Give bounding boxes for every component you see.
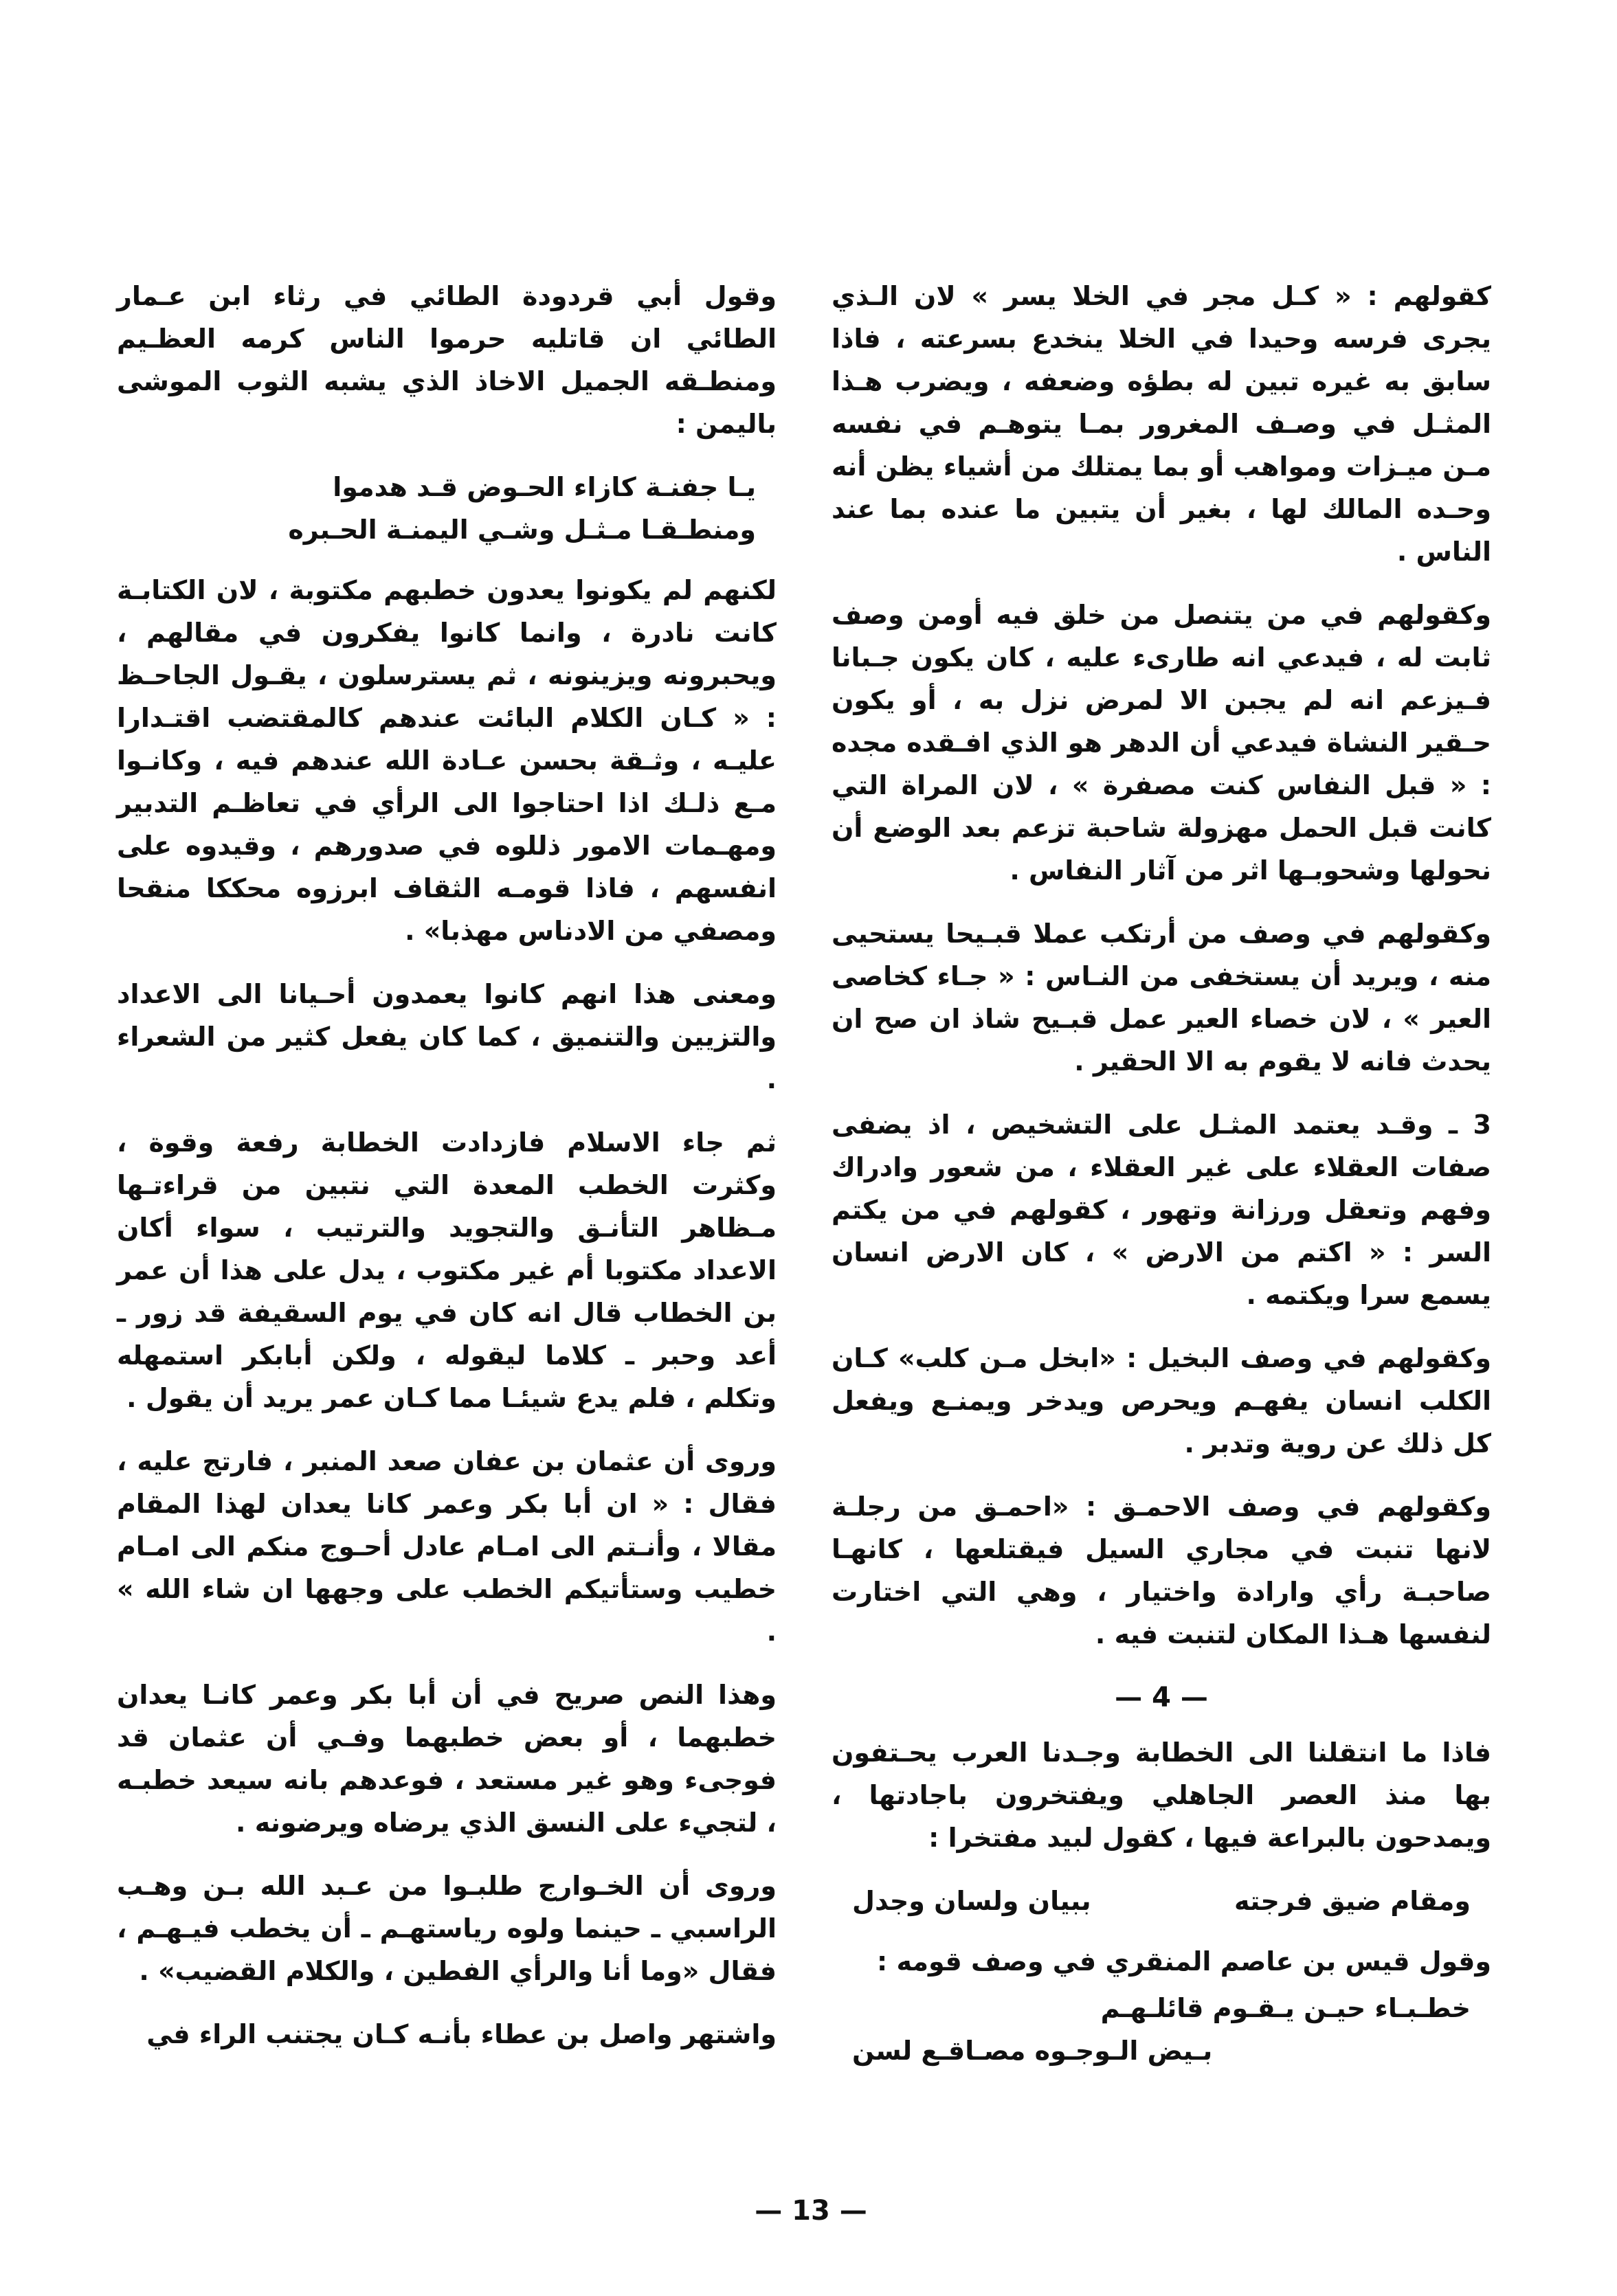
verse-line-second <box>117 508 777 551</box>
verse-hemistich-second: ومنطـقـا مـثـل وشـي اليمنـة الحـبره <box>288 515 756 545</box>
verse-line <box>832 1880 1491 1922</box>
poetry-verse <box>832 1880 1491 1922</box>
paragraph: واشتهر واصل بن عطاء بأنـه كـان يجتنب الراء في <box>146 2019 777 2049</box>
paragraph: وروى أن الخـوارج طلبـوا من عـبد الله بـن وهـب الراسبي ـ حينما ولوه رياستهـم ـ أن يخطب فيـهـم ، فقال «وما أنا والرأي الفطين ، والكلام القضيب» . <box>117 1871 777 1986</box>
paragraph: وكقولهم في وصف البخيل : «ابخل مـن كلب» كـان الكلب انسان يفهـم ويحرص ويدخر ويمنـع ويفعل كل ذلك عن روية وتدبر . <box>832 1343 1491 1459</box>
paragraph: فاذا ما انتقلنا الى الخطابة وجـدنا العرب يحـتفون بها منذ العصر الجاهلي ويفتخرون باجادتها ، ويمدحون بالبراعة فيها ، كقول لبيد مفتخرا : <box>832 1737 1491 1853</box>
verse-line-second <box>832 2029 1491 2072</box>
verse-hemistich-second: ببيان ولسان وجدل <box>852 1886 1091 1916</box>
paragraph: ومعنى هذا انهم كانوا يعمدون أحـيانا الى الاعداد والتزيين والتنميق ، كما كان يفعل كثير من الشعراء . <box>117 979 777 1094</box>
paragraph: وكقولهم في وصف من أرتكب عملا قبـيحا يستحيى منه ، ويريد أن يستخفى من النـاس : « جـاء كخاصى العير » ، لان خصاء العير عمل قبـيح شاذ ان صح ان يحدث فانه لا يقوم به الا الحقير . <box>832 919 1491 1077</box>
verse-hemistich-first: يـا جفنـة كازاء الحـوض قـد هدموا <box>333 472 756 502</box>
paragraph: وكقولهم في وصف الاحمـق : «احمـق من رجلـة لانها تنبت في مجاري السيل فيقتلعها ، كانهـا صاحبـة رأي وارادة واختيار ، وهي التي اختارت لنفسها هـذا المكان لتنبت فيه . <box>832 1492 1491 1650</box>
paragraph: وقول قيس بن عاصم المنقري في وصف قومه : <box>877 1946 1491 1977</box>
paragraph: كقولهم : « كـل مجر في الخلا يسر » لان الـذي يجرى فرسه وحيدا في الخلا ينخدع بسرعته ، فاذا سابق به غيره تبين له بطؤه وضعفه ، ويضرب هـذا المثـل في وصـف المغرور بمـا يتوهـم في نفسه مـن ميـزات ومواهب أو بما يمتلك من أشياء يظن أنه وحـده المالك لها ، بغير أن يتبين ما عنده بما عند الناس . <box>832 281 1491 567</box>
verse-hemistich-second: بـيض الـوجـوه مصـاقـع لسن <box>852 2036 1213 2066</box>
verse-hemistich-first: خطـبـاء حيـن يـقـوم قائلـهـم <box>1100 1993 1471 2023</box>
poetry-verse <box>117 466 777 551</box>
verse-line-first <box>832 1987 1491 2029</box>
paragraph: وروى أن عثمان بن عفان صعد المنبر ، فارتج عليه ، فقال : « ان أبا بكر وعمر كانا يعدان لهذا المقام مقالا ، وأنـتم الى امـام عادل أحـوج منكم الى امـام خطيب وستأتيكم الخطب على وجهها ان شاء الله » . <box>117 1446 777 1647</box>
paragraph: لكنهم لم يكونوا يعدون خطبهم مكتوبة ، لان الكتابـة كانت نادرة ، وانما كانوا يفكرون في مقالهم ، ويحبرونه ويزينونه ، ثم يسترسلون ، يقـول الجاحـظ : « كـان الكلام البائت عندهم كالمقتضب اقتـدارا عليـه ، وثـقة بحسن عـادة الله عندهم فيه ، وكانـوا مـع ذلـك اذا احتاجوا الى الرأي في تعاظـم التدبير ومهـمات الامور ذللوه في صدورهم ، وقيدوه على انفسهم ، فاذا قومـه الثقاف ابرزوه محككا منقحا ومصفي من الادناس مهذبا» . <box>117 575 777 946</box>
right-column <box>832 275 1491 2090</box>
page-number: — 13 — <box>755 2195 867 2227</box>
poetry-verse <box>832 1987 1491 2072</box>
paragraph: وهذا النص صريح في أن أبا بكر وعمر كانـا يعدان خطبهما ، أو بعض خطبهما وفـي أن عثمان قد فوجىء وهو غير مستعد ، فوعدهم بانه سيعد خطبـه ، لتجيء على النسق الذي يرضاه ويرضونه . <box>117 1680 777 1838</box>
left-column <box>117 275 777 2076</box>
paragraph: 3 ـ وقـد يعتمد المثـل على التشخيص ، اذ يضفى صفات العقلاء على غير العقلاء ، من شعور وادراك وفهم وتعقل ورزانة وتهور ، كقولهم في من يكتم السر : « اكتم من الارض » ، كان الارض انسان يسمع سرا ويكتمه . <box>832 1110 1491 1310</box>
verse-line-first <box>117 466 777 508</box>
verse-hemistich-first: ومقام ضيق فرجته <box>1234 1886 1471 1916</box>
paragraph: وقول أبي قردودة الطائي في رثاء ابن عـمار الطائي ان قاتليه حرموا الناس كرمه العظـيم ومنطـقه الجميل الاخاذ الذي يشبه الثوب الموشى باليمن : <box>117 281 777 439</box>
paragraph: وكقولهم في من يتنصل من خلق فيه أومن وصف ثابت له ، فيدعي انه طارىء عليه ، كان يكون جـبانا فـيزعم انه لم يجبن الا لمرض نزل به ، أو يكون حـقير النشاة فيدعي أن الدهر هو الذي افـقده مجده : « قبل النفاس كنت مصفرة » ، لان المراة التي كانت قبل الحمل مهزولة شاحبة تزعم بعد الوضع أن نحولها وشحوبـها اثر من آثار النفاس . <box>832 600 1491 886</box>
section-number: — 4 — <box>1115 1682 1208 1713</box>
paragraph: ثم جاء الاسلام فازدادت الخطابة رفعة وقوة ، وكثرت الخطب المعدة التي نتبين من قراءتـها مـظاهر التأنـق والتجويد والترتيب ، سواء أكان الاعداد مكتوبا أم غير مكتوب ، يدل على هذا أن عمر بن الخطاب قال انه كان في يوم السقيفة قد زور ـ أعد وحبر ـ كلاما ليقوله ، ولكن أبابكر استمهله وتكلم ، فلم يدع شيئـا مما كـان عمر يريد أن يقول . <box>117 1127 777 1413</box>
